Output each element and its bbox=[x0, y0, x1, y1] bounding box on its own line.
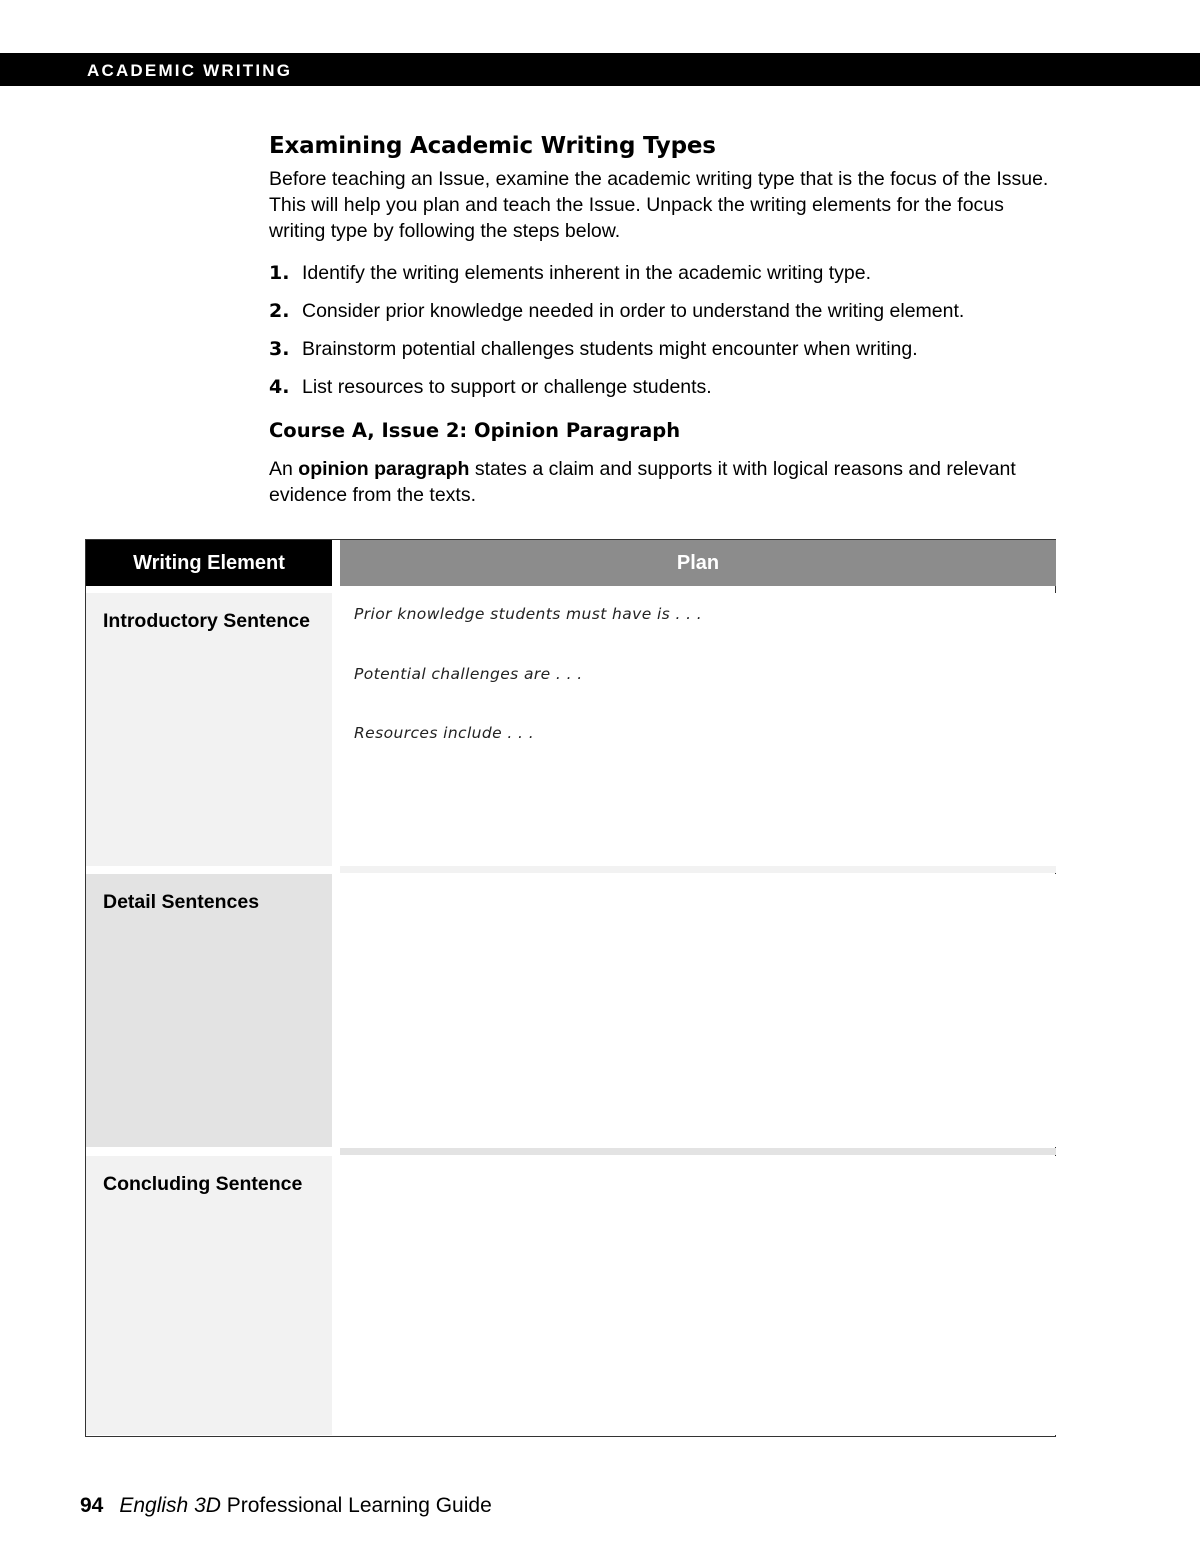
prompt-challenges: Potential challenges are . . . bbox=[354, 665, 583, 683]
step-text: Identify the writing elements inherent in the academic writing type. bbox=[302, 262, 872, 284]
book-title-rest: Professional Learning Guide bbox=[220, 1494, 492, 1517]
step-text: List resources to support or challenge students. bbox=[302, 376, 712, 398]
page-number: 94 bbox=[80, 1494, 104, 1517]
intro-paragraph: Before teaching an Issue, examine the academic writing type that is the focus of the Issue. This will help you plan and teach the Issue. Unpack the writing elements for the focus writing type by following the steps below. bbox=[269, 168, 1049, 242]
row-label-introductory-sentence: Introductory Sentence bbox=[86, 593, 332, 866]
step-item bbox=[269, 336, 1059, 362]
step-text: Consider prior knowledge needed in order to understand the writing element. bbox=[302, 300, 965, 322]
plan-cell-detail-sentences[interactable] bbox=[340, 874, 1056, 1147]
step-text: Brainstorm potential challenges students might encounter when writing. bbox=[302, 338, 918, 360]
step-number: 2. bbox=[269, 300, 290, 322]
definition-rest: states a claim and supports it with logical reasons and relevant evidence from the texts. bbox=[269, 458, 1016, 506]
step-item bbox=[269, 374, 1059, 400]
row-separator bbox=[340, 1148, 1056, 1155]
prompt-prior-knowledge: Prior knowledge students must have is . . . bbox=[354, 605, 703, 623]
step-item bbox=[269, 298, 1059, 324]
book-title-italic: English 3D bbox=[119, 1494, 221, 1517]
planning-table bbox=[85, 539, 1056, 1437]
header-bar bbox=[0, 53, 1200, 86]
definition-term: opinion paragraph bbox=[298, 458, 470, 480]
section-subheading: Course A, Issue 2: Opinion Paragraph bbox=[269, 419, 681, 442]
plan-cell-introductory-sentence[interactable] bbox=[340, 593, 1056, 866]
column-header-plan: Plan bbox=[340, 540, 1056, 586]
main-content bbox=[269, 130, 1059, 508]
definition-lead: An bbox=[269, 458, 299, 480]
row-label-detail-sentences: Detail Sentences bbox=[86, 874, 332, 1147]
row-label-concluding-sentence: Concluding Sentence bbox=[86, 1156, 332, 1435]
page-footer bbox=[80, 1494, 492, 1518]
column-header-writing-element: Writing Element bbox=[86, 540, 332, 586]
step-number: 1. bbox=[269, 262, 290, 284]
section-label: ACADEMIC WRITING bbox=[87, 61, 293, 80]
prompt-resources: Resources include . . . bbox=[354, 724, 535, 742]
step-item bbox=[269, 260, 1059, 286]
step-number: 3. bbox=[269, 338, 290, 360]
step-number: 4. bbox=[269, 376, 290, 398]
plan-cell-concluding-sentence[interactable] bbox=[340, 1156, 1056, 1435]
page-heading: Examining Academic Writing Types bbox=[269, 133, 716, 159]
steps-list bbox=[269, 260, 1059, 400]
row-separator bbox=[340, 866, 1056, 873]
definition-paragraph bbox=[269, 456, 1049, 508]
